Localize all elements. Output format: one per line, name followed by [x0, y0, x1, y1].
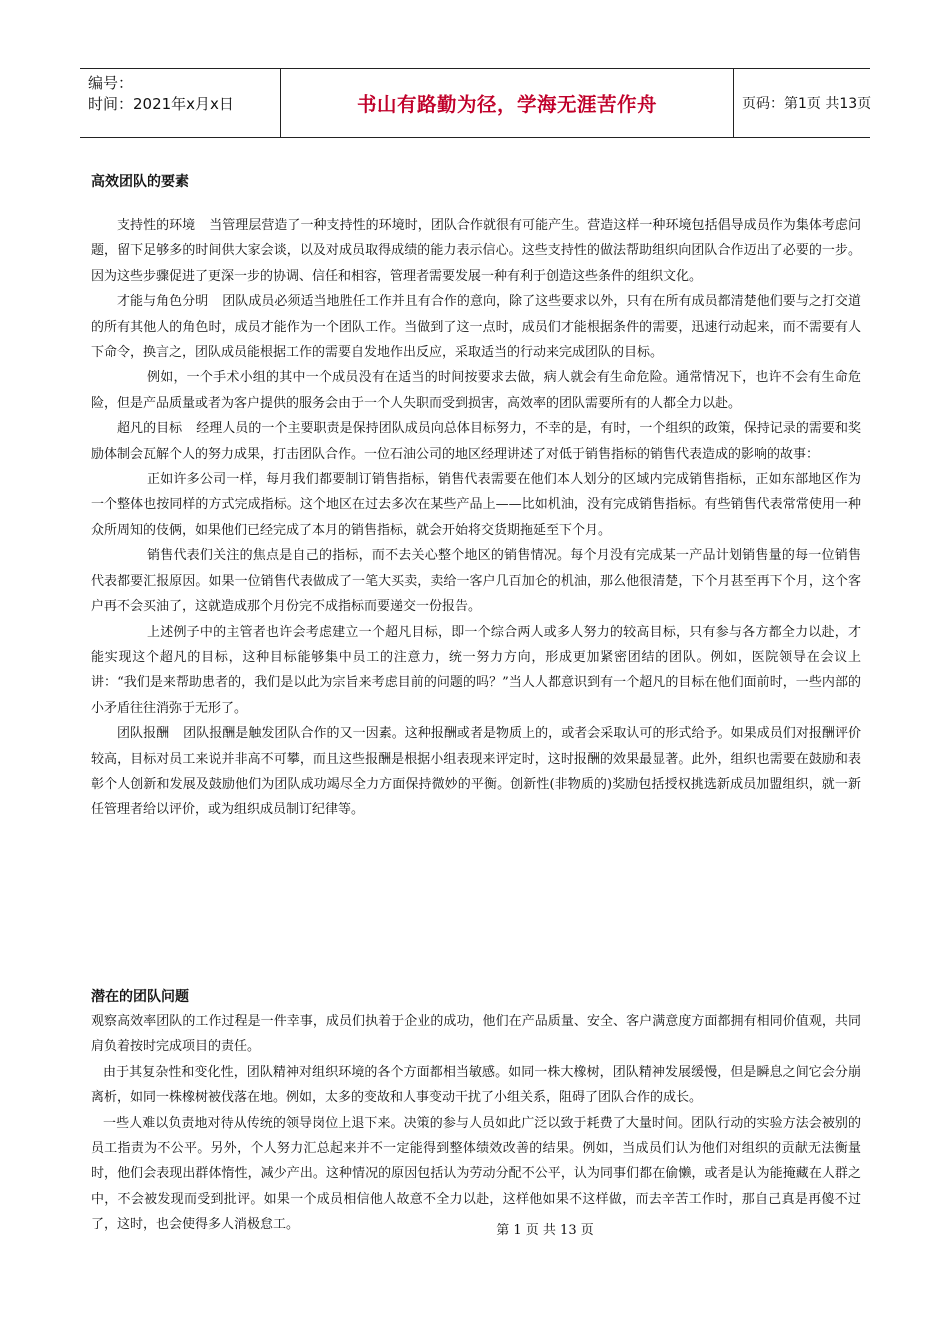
section-title-team-problems: 潜在的团队问题	[91, 989, 189, 1005]
paragraph-surgery-example: 例如，一个手术小组的其中一个成员没有在适当的时间按要求去做，病人就会有生命危险。通常情况下，也许不会有生命危险，但是产品质量或者为客户提供的服务会由于一个人失职而受到损害，高效率的团队需要所有的人都全力以赴。	[91, 370, 861, 411]
header-page-info: 页码：第1页 共13页	[742, 96, 872, 112]
header-page-cell	[734, 69, 870, 137]
section-body-team-problems	[91, 1009, 861, 1238]
header-motto: 书山有路勤为径，学海无涯苦作舟	[356, 93, 657, 116]
paragraph-text: 团队报酬是触发团队合作的又一因素。这种报酬或者是物质上的，或者会采取认可的形式给予。如果成员们对报酬评价较高，目标对员工来说并非高不可攀，而且这些报酬是根据小组表现来评定时，这时报酬的效果最显著。此外，组织也需要在鼓励和表彰个人创新和发展及鼓励他们为团队成功竭尽全力方面保持微妙的平衡。创新性(非物质的)奖励包括授权挑选新成员加盟组织，就一新任管理者给以评价，或为组织成员制订纪律等。	[91, 726, 861, 818]
document-header	[80, 68, 870, 138]
section-title-efficient-team: 高效团队的要素	[91, 174, 189, 190]
paragraph-supportive-environment	[91, 213, 861, 289]
paragraph-team-rewards	[91, 721, 861, 823]
paragraph-text: 团队成员必须适当地胜任工作并且有合作的意向，除了这些要求以外，只有在所有成员都清楚他们要与之打交道的所有其他人的角色时，成员才能作为一个团队工作。当做到了这一点时，成员们才能根据条件的需要，迅速行动起来，而不需要有人下命令，换言之，团队成员能根据工作的需要自发地作出反应，采取适当的行动来完成团队的目标。	[91, 294, 861, 361]
paragraph-text: 经理人员的一个主要职责是保持团队成员向总体目标努力，不幸的是，有时，一个组织的政策，保持记录的需要和奖励体制会瓦解个人的努力成果，打击团队合作。一位石油公司的地区经理讲述了对低于销售指标的销售代表造成的影响的故事：	[91, 421, 861, 462]
header-motto-cell	[280, 69, 734, 137]
paragraph-lead: 团队报酬	[117, 726, 170, 742]
paragraph-sales-focus: 销售代表们关注的焦点是自己的指标，而不去关心整个地区的销售情况。每个月没有完成某一产品计划销售量的每一位销售代表都要汇报原因。如果一位销售代表做成了一笔大买卖，卖给一客户几百加仑的机油，那么他很清楚，下个月甚至再下个月，这个客户再不会买油了，这就造成那个月份完不成指标而要递交一份报告。	[91, 548, 861, 615]
document-date-label: 时间：2021年x月x日	[88, 95, 234, 113]
paragraph-superordinate-goal	[91, 416, 861, 467]
paragraph-talent-roles	[91, 289, 861, 365]
document-number-label: 编号：	[88, 74, 134, 92]
paragraph-sales-quota: 正如许多公司一样，每月我们都要制订销售指标，销售代表需要在他们本人划分的区域内完成销售指标，正如东部地区作为一个整体也按同样的方式完成指标。这个地区在过去多次在某些产品上——比如机油，没有完成销售指标。有些销售代表常常使用一种众所周知的伎俩，如果他们已经完成了本月的销售指标，就会开始将交货期拖延至下个月。	[91, 472, 861, 538]
paragraph-superordinate-example: 上述例子中的主管者也许会考虑建立一个超凡目标，即一个综合两人或多人努力的较高目标，只有参与各方都全力以赴，才能实现这个超凡的目标，这种目标能够集中员工的注意力，统一努力方向，形成更加紧密团结的团队。例如，医院领导在会议上讲：“我们是来帮助患者的，我们是以此为宗旨来考虑目前的问题的吗？”当人人都意识到有一个超凡的目标在他们面前时，一些内部的小矛盾往往消弥于无形了。	[91, 624, 861, 716]
paragraph-lead: 才能与角色分明	[117, 294, 209, 310]
paragraph-team-spirit: 由于其复杂性和变化性，团队精神对组织环境的各个方面都相当敏感。如同一株大橡树，团队精神发展缓慢，但是瞬息之间它会分崩离析，如同一株橡树被伐落在地。例如，太多的变故和人事变动干扰了小组关系，阻碍了团队合作的成长。	[91, 1064, 861, 1106]
paragraph-observing-teams: 观察高效率团队的工作过程是一件幸事，成员们执着于企业的成功，他们在产品质量、安全、客户满意度方面都拥有相同价值观，共同肩负着按时完成项目的责任。	[91, 1014, 861, 1055]
paragraph-text: 当管理层营造了一种支持性的环境时，团队合作就很有可能产生。营造这样一种环境包括倡导成员作为集体考虑问题，留下足够多的时间供大家会谈，以及对成员取得成绩的能力表示信心。这些支持性的做法帮助组织向团队合作迈出了必要的一步。因为这些步骤促进了更深一步的协调、信任和相容，管理者需要发展一种有利于创造这些条件的组织文化。	[91, 218, 861, 284]
section-body-efficient-team	[91, 213, 861, 823]
paragraph-lead: 超凡的目标	[117, 421, 183, 437]
paragraph-social-loafing: 一些人难以负责地对待从传统的领导岗位上退下来。决策的参与人员如此广泛以致于耗费了大量时间。团队行动的实验方法会被别的员工指责为不公平。另外，个人努力汇总起来并不一定能得到整体绩效改善的结果。例如，当成员们认为他们对组织的贡献无法衡量时，他们会表现出群体惰性，减少产出。这种情况的原因包括认为劳动分配不公平，认为同事们都在偷懒，或者是认为能掩藏在人群之中，不会被发现而受到批评。如果一个成员相信他人故意不全力以赴，这样他如果不这样做，而去辛苦工作时，那自己真是再傻不过了，这时，也会使得多人消极怠工。	[91, 1115, 861, 1233]
header-meta-cell	[80, 69, 280, 137]
page-footer: 第 1 页 共 13 页	[496, 1223, 594, 1238]
paragraph-lead: 支持性的环境	[117, 218, 196, 233]
